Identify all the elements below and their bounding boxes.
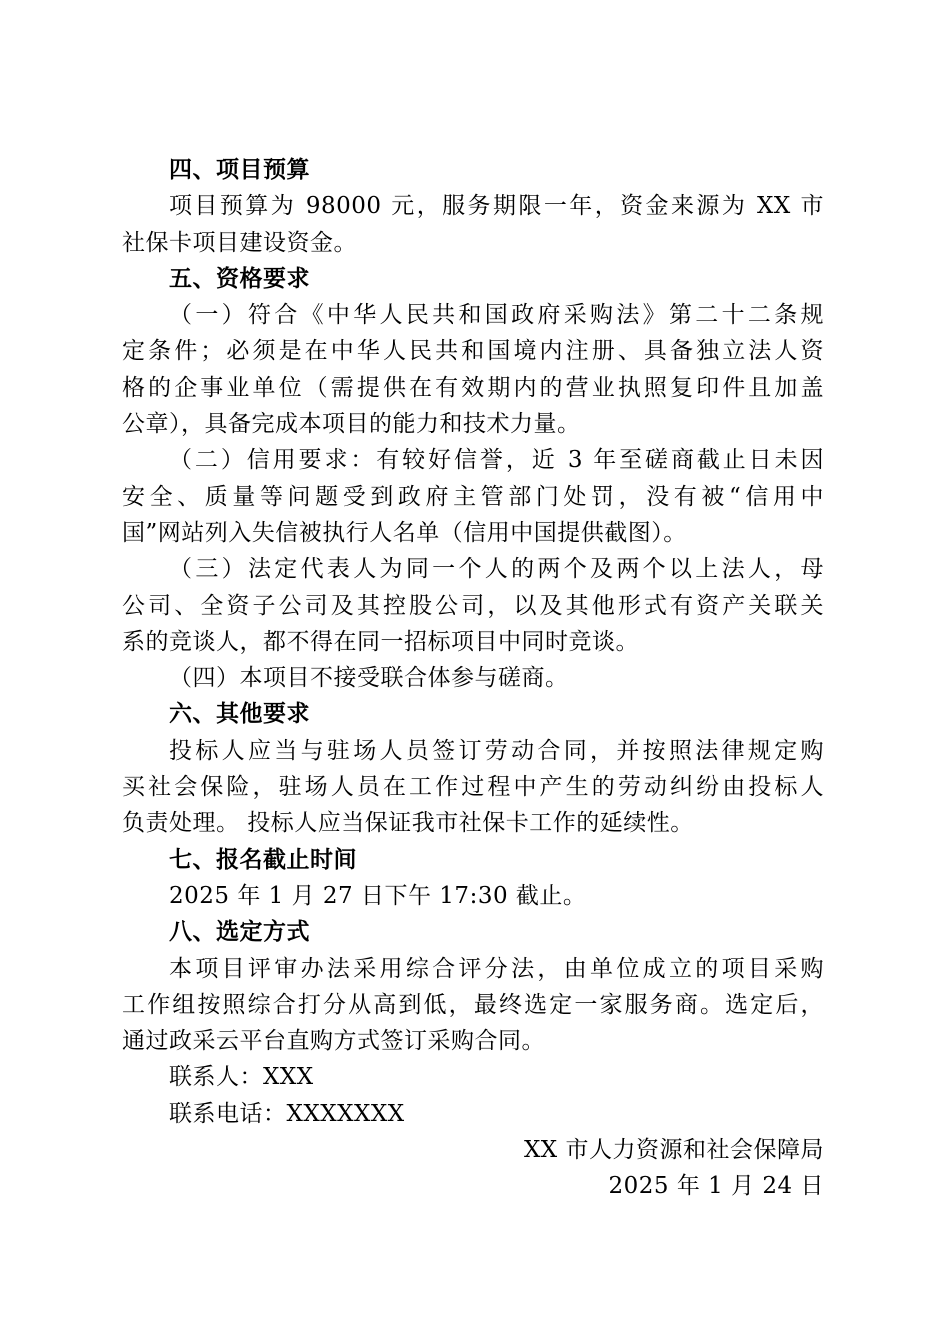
paragraph-line: 公司、全资子公司及其控股公司，以及其他形式有资产关联关 [122,592,824,619]
paragraph-line: 负责处理。 投标人应当保证我市社保卡工作的延续性。 [122,810,694,837]
section-heading-deadline: 七、报名截止时间 [169,846,357,873]
signature-date: 2025 年 1 月 24 日 [608,1173,824,1200]
paragraph-line: 国”网站列入失信被执行人名单（信用中国提供截图）。 [122,519,687,546]
paragraph-line: 2025 年 1 月 27 日下午 17:30 截止。 [169,882,587,909]
paragraph-line: 项目预算为 98000 元，服务期限一年，资金来源为 XX 市 [169,193,824,220]
paragraph-line: 买社会保险，驻场人员在工作过程中产生的劳动纠纷由投标人 [122,774,824,801]
paragraph-line: 公章），具备完成本项目的能力和技术力量。 [122,411,581,438]
paragraph-line: （一）符合《中华人民共和国政府采购法》第二十二条规 [169,302,824,329]
paragraph-line: 投标人应当与驻场人员签订劳动合同，并按照法律规定购 [169,737,824,764]
paragraph-line: （二）信用要求：有较好信誉，近 3 年至磋商截止日未因 [169,447,824,474]
paragraph-line: （四）本项目不接受联合体参与磋商。 [169,665,569,692]
document-page [122,152,824,1205]
section-heading-selection-method: 八、选定方式 [169,919,310,946]
paragraph-line: 安全、质量等问题受到政府主管部门处罚，没有被“信用中 [122,483,824,510]
contact-phone: 联系电话：XXXXXXX [169,1100,405,1127]
section-heading-qualifications: 五、资格要求 [169,265,310,292]
section-heading-other-requirements: 六、其他要求 [169,701,310,728]
section-heading-budget: 四、项目预算 [169,157,310,183]
paragraph-line: 本项目评审办法采用综合评分法，由单位成立的项目采购 [169,955,824,982]
paragraph-line: （三）法定代表人为同一个人的两个及两个以上法人，母 [169,556,824,583]
paragraph-line: 系的竞谈人，都不得在同一招标项目中同时竞谈。 [122,628,639,655]
paragraph-line: 社保卡项目建设资金。 [122,229,357,256]
paragraph-line: 格的企事业单位（需提供在有效期内的营业执照复印件且加盖 [122,374,824,401]
paragraph-line: 定条件；必须是在中华人民共和国境内注册、具备独立法人资 [122,338,824,365]
contact-person: 联系人：XXX [169,1064,314,1091]
signature-organization: XX 市人力资源和社会保障局 [523,1137,824,1164]
paragraph-line: 工作组按照综合打分从高到低，最终选定一家服务商。选定后， [122,991,824,1018]
paragraph-line: 通过政采云平台直购方式签订采购合同。 [122,1028,545,1055]
